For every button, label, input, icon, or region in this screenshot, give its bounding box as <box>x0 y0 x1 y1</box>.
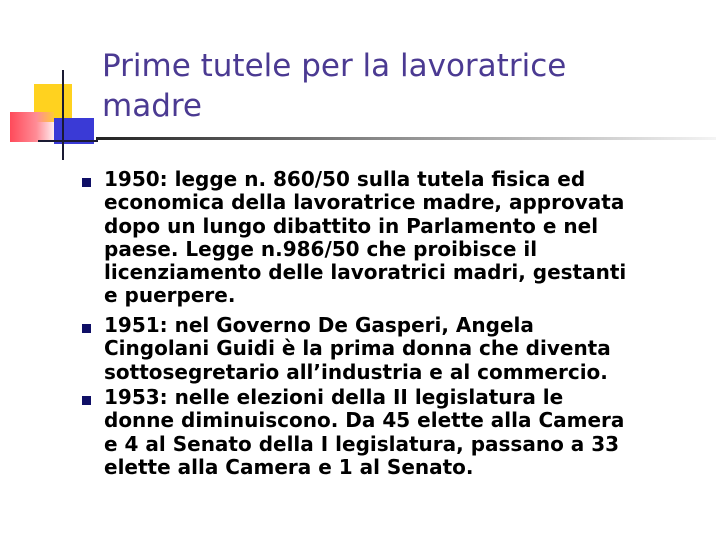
decorative-logo-icon <box>0 0 110 165</box>
square-bullet-icon <box>82 396 91 405</box>
square-bullet-icon <box>82 324 91 333</box>
slide-title: Prime tutele per la lavoratrice madre <box>102 48 567 124</box>
list-item-text: 1953: nelle elezioni della II legislatura le donne diminuiscono. Da 45 elette alla Camera e 4 al Senato della I legislatura, passano a 33 elette alla Camera e 1 al Senato. <box>104 385 625 479</box>
list-item-text: 1951: nel Governo De Gasperi, Angela Cingolani Guidi è la prima donna che diventa sottosegretario all’industria e al commercio. <box>104 313 611 384</box>
logo-red-square <box>10 112 54 142</box>
title-divider <box>96 137 716 140</box>
logo-vertical-line <box>62 70 64 160</box>
logo-horizontal-line <box>38 140 98 142</box>
list-item-text: 1950: legge n. 860/50 sulla tutela fisica ed economica della lavoratrice madre, approvata dopo un lungo dibattito in Parlamento e nel paese. Legge n.986/50 che proibisce il licenziamento delle lavoratrici madri, gestanti e puerpere. <box>104 167 627 308</box>
square-bullet-icon <box>82 178 91 187</box>
